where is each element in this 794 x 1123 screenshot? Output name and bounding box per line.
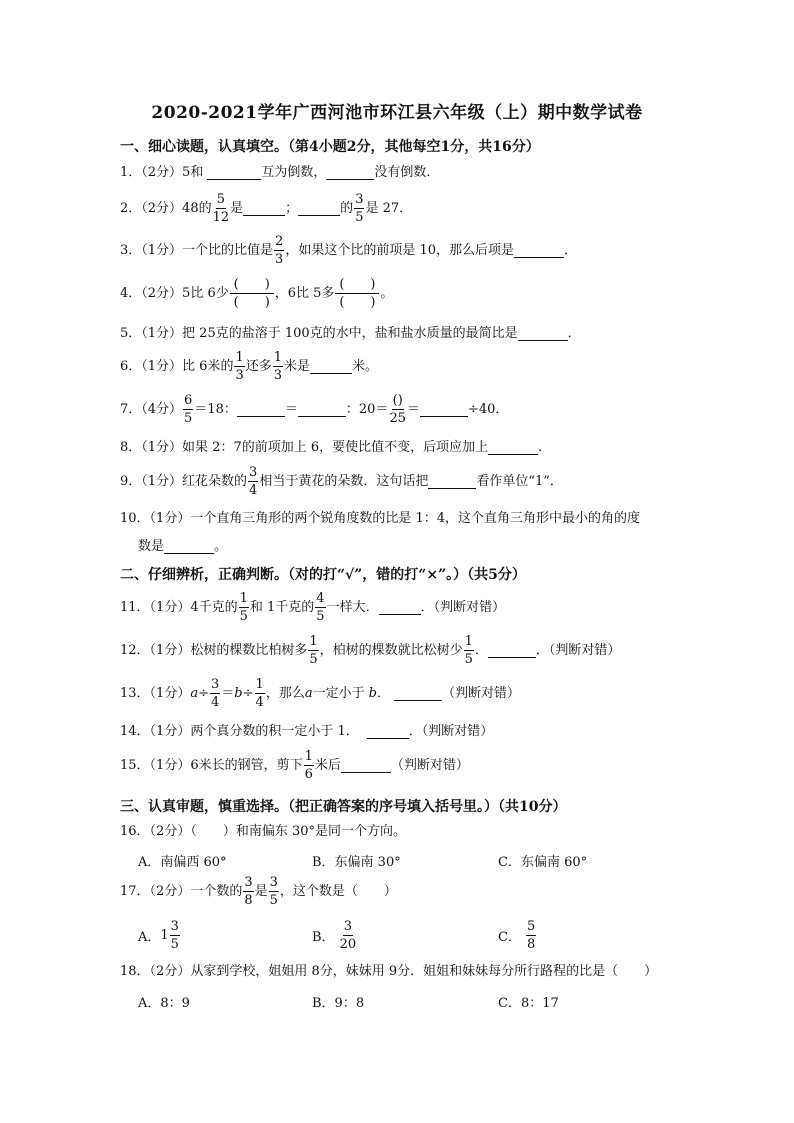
answer-blank[interactable]: [367, 724, 409, 739]
answer-blank[interactable]: [326, 165, 374, 180]
answer-blank[interactable]: [514, 243, 564, 258]
fraction: $\frac{1}{3}$: [273, 350, 283, 383]
answer-blank[interactable]: [341, 758, 391, 773]
question-6: 6．（1分）比 6米的 $\frac{1}{3}$ 还多 $\frac{1}{3}$ 米是 米。: [120, 350, 379, 383]
fraction: $\frac{1}{5}$: [464, 634, 473, 667]
fraction: $\frac{1}{5}$: [239, 591, 248, 624]
answer-blank[interactable]: [298, 402, 346, 417]
fraction: $\frac{3}{4}$: [249, 465, 258, 498]
answer-blank[interactable]: [379, 600, 421, 615]
answer-blank[interactable]: [488, 440, 538, 455]
question-15: 15．（1分）6米长的钢管，剪下 $\frac{1}{6}$ 米后 （判断对错）: [120, 749, 469, 782]
question-4: 4．（2分）5比 6少 $\frac{( )}{( )}$ ，6比 5多 $\frac{( )}{( )}$ 。: [120, 277, 394, 310]
fraction: $\frac{3}{5}$: [170, 919, 179, 952]
answer-blank[interactable]: [207, 165, 261, 180]
fraction-blank[interactable]: $\frac{( )}{( )}$: [230, 278, 274, 309]
question-17: 17．（2分）一个数的 $\frac{3}{8}$ 是 $\frac{3}{5}$ ，这个数是（ ）: [120, 875, 397, 908]
fraction: $\frac{1}{6}$: [304, 749, 313, 782]
fraction: $\frac{3}{4}$: [211, 677, 220, 710]
question-5: 5．（1分）把 25克的盐溶于 100克的水中，盐和盐水质量的最简比是 ．: [120, 326, 581, 341]
answer-blank[interactable]: [428, 474, 476, 489]
answer-blank[interactable]: [298, 201, 340, 216]
question-10: 10．（1分）一个直角三角形的两个锐角度数的比是 1：4，这个直角三角形中最小的角的度: [120, 511, 640, 526]
fraction: $\frac{1}{4}$: [255, 677, 264, 710]
answer-blank[interactable]: [518, 326, 568, 341]
question-10-line-2: 数是 。: [138, 539, 228, 554]
question-13: 13．（1分） a ÷ $\frac{3}{4}$ ＝ b ÷ $\frac{1}{4}$ ，那么 a 一定小于 b ． （判断对错）: [120, 677, 520, 710]
fraction: $\frac{1}{5}$: [309, 634, 318, 667]
fraction: $\frac{3}{8}$: [244, 875, 253, 908]
fraction: $\frac{2}{3}$: [275, 234, 284, 267]
answer-blank[interactable]: [394, 686, 442, 701]
question-2: 2．（2分）48的 $\frac{5}{12}$ 是 ； 的 $\frac{3}{5}$ 是 27．: [120, 192, 413, 225]
option-a[interactable]: A．南偏西 60°: [138, 855, 227, 870]
option-c[interactable]: C． $\frac{5}{8}$: [498, 919, 536, 952]
option-b[interactable]: B．9：8: [312, 996, 365, 1011]
fraction: $\frac{4}{5}$: [316, 591, 325, 624]
exam-title: 2020-2021学年广西河池市环江县六年级（上）期中数学试卷: [151, 103, 643, 123]
question-8: 8．（1分）如果 2：7的前项加上 6，要使比值不变，后项应加上 ．: [120, 440, 552, 455]
fraction: $\frac{1}{3}$: [235, 350, 244, 383]
question-9: 9．（1分）红花朵数的 $\frac{3}{4}$ 相当于黄花的朵数．这句话把 看作单位“1”．: [120, 465, 563, 498]
answer-blank[interactable]: [420, 402, 468, 417]
section-2-heading: 二、仔细辨析，正确判断。（对的打“√”，错的打“×”。）（共5分）: [120, 567, 526, 583]
answer-blank[interactable]: [243, 201, 285, 216]
question-16: 16．（2分）（ ）和南偏东 30°是同一个方向。: [120, 824, 406, 839]
option-a[interactable]: A． 1 $\frac{3}{5}$: [138, 919, 179, 952]
question-11: 11．（1分）4千克的 $\frac{1}{5}$ 和 1千克的 $\frac{4}{5}$ 一样大． ．（判断对错）: [120, 591, 506, 624]
fraction: $\frac{3}{5}$: [269, 875, 278, 908]
option-a[interactable]: A．8：9: [138, 996, 190, 1011]
option-c[interactable]: C．东偏南 60°: [498, 855, 588, 870]
fraction: $\frac{5}{12}$: [212, 192, 230, 225]
fraction: $\frac{3}{20}$: [339, 919, 357, 952]
section-3-heading: 三、认真审题，慎重选择。（把正确答案的序号填入括号里。）（共10分）: [120, 799, 567, 815]
answer-blank[interactable]: [237, 402, 285, 417]
question-12: 12．（1分）松树的棵数比柏树多 $\frac{1}{5}$ ，柏树的棵数就比松树少 $\frac{1}{5}$ ． ．（判断对错）: [120, 634, 621, 667]
question-1: 1．（2分）5和 互为倒数， 没有倒数．: [120, 165, 440, 180]
answer-blank[interactable]: [488, 643, 536, 658]
section-1-heading: 一、细心读题，认真填空。（第4小题2分，其他每空1分，共16分）: [120, 139, 540, 155]
fraction: $\frac{3}{5}$: [355, 192, 364, 225]
fraction-blank[interactable]: $\frac{()}{25}$: [389, 393, 406, 426]
fraction-blank[interactable]: $\frac{( )}{( )}$: [335, 278, 379, 309]
option-b[interactable]: B． $\frac{3}{20}$: [312, 919, 357, 952]
answer-blank[interactable]: [164, 539, 214, 554]
question-18: 18．（2分）从家到学校，姐姐用 8分，妹妹用 9分．姐姐和妹妹每分所行路程的比是（ ）: [120, 964, 658, 979]
fraction: $\frac{5}{8}$: [526, 919, 536, 952]
answer-blank[interactable]: [310, 359, 352, 374]
question-14: 14．（1分）两个真分数的积一定小于 1． ．（判断对错）: [120, 724, 494, 739]
question-7: 7．（4分） $\frac{6}{5}$ ＝18： ＝ ：20＝ $\frac{()}{25}$ ＝ ÷40．: [120, 393, 509, 426]
option-c[interactable]: C．8：17: [498, 996, 559, 1011]
fraction: $\frac{6}{5}$: [184, 393, 193, 426]
question-3: 3．（1分）一个比的比值是 $\frac{2}{3}$ ，如果这个比的前项是 10，那么后项是 ．: [120, 234, 578, 267]
option-b[interactable]: B．东偏南 30°: [312, 855, 401, 870]
